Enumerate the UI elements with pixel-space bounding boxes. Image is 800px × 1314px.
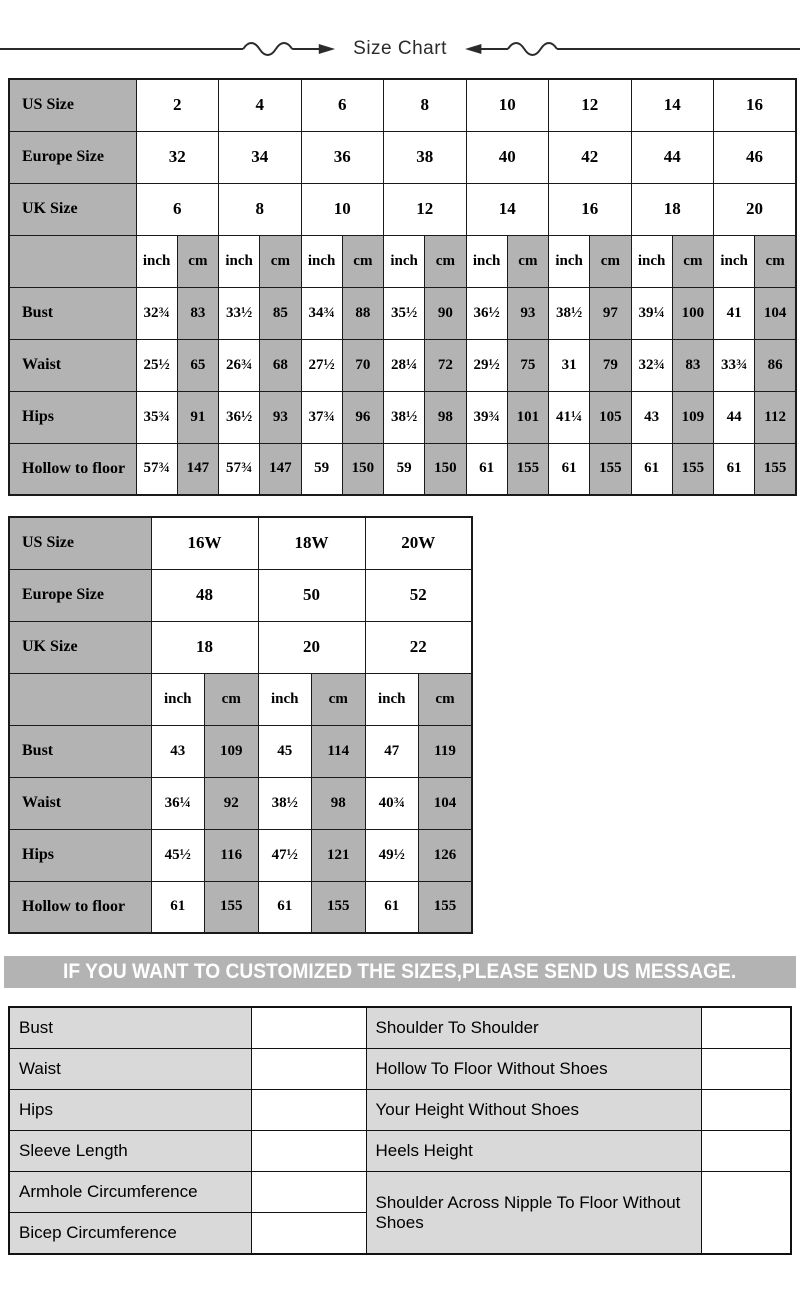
measurement-inch-cell: 32¾	[136, 287, 177, 339]
measurement-cm-cell: 88	[342, 287, 383, 339]
measurement-cm-cell: 155	[755, 443, 796, 495]
unit-header-cell: cm	[425, 235, 466, 287]
measurement-label: Shoulder Across Nipple To Floor Without Shoes	[366, 1172, 701, 1255]
unit-header-cell: inch	[151, 673, 205, 725]
measurement-inch-cell: 34¾	[301, 287, 342, 339]
size-chart-header	[0, 38, 800, 60]
plus-size-table	[8, 516, 473, 934]
measurement-cm-cell: 147	[177, 443, 218, 495]
measurement-inch-cell: 33¾	[714, 339, 755, 391]
measurement-blank-cell	[251, 1131, 366, 1172]
measurement-cm-cell: 83	[177, 287, 218, 339]
measurement-cm-cell: 98	[312, 777, 366, 829]
measurement-cm-cell: 97	[590, 287, 631, 339]
measurement-inch-cell: 38½	[384, 391, 425, 443]
measurement-cm-cell: 155	[590, 443, 631, 495]
unit-header-cell: inch	[714, 235, 755, 287]
unit-header-cell: cm	[419, 673, 473, 725]
measurement-inch-cell: 39¾	[466, 391, 507, 443]
measurement-inch-cell: 38½	[258, 777, 312, 829]
measurement-blank-cell	[251, 1213, 366, 1255]
measurement-label: Hollow To Floor Without Shoes	[366, 1049, 701, 1090]
measurement-inch-cell: 25½	[136, 339, 177, 391]
row-header-cell: Hips	[9, 829, 151, 881]
measurement-cm-cell: 114	[312, 725, 366, 777]
table-row	[9, 1049, 791, 1090]
row-header-cell: US Size	[9, 79, 136, 131]
size-value-cell: 38	[384, 131, 467, 183]
row-header-cell: US Size	[9, 517, 151, 569]
measurement-cm-cell: 100	[672, 287, 713, 339]
table-row	[9, 287, 796, 339]
row-header-cell: Waist	[9, 339, 136, 391]
measurement-label: Armhole Circumference	[9, 1172, 251, 1213]
unit-header-cell: inch	[384, 235, 425, 287]
measurement-inch-cell: 35¾	[136, 391, 177, 443]
size-value-cell: 16	[714, 79, 797, 131]
measurement-label: Hips	[9, 1090, 251, 1131]
measurement-cm-cell: 83	[672, 339, 713, 391]
table-row	[9, 235, 796, 287]
measurement-cm-cell: 86	[755, 339, 796, 391]
measurement-inch-cell: 47½	[258, 829, 312, 881]
row-header-cell: UK Size	[9, 621, 151, 673]
measurement-cm-cell: 79	[590, 339, 631, 391]
table-row	[9, 777, 472, 829]
table-row	[9, 725, 472, 777]
unit-header-cell: inch	[219, 235, 260, 287]
unit-header-cell: inch	[136, 235, 177, 287]
measurement-inch-cell: 36½	[466, 287, 507, 339]
size-value-cell: 40	[466, 131, 549, 183]
measurement-inch-cell: 28¼	[384, 339, 425, 391]
measurement-cm-cell: 104	[755, 287, 796, 339]
row-header-cell: Bust	[9, 287, 136, 339]
measurement-cm-cell: 85	[260, 287, 301, 339]
unit-header-cell: cm	[672, 235, 713, 287]
measurement-inch-cell: 47	[365, 725, 419, 777]
measurement-inch-cell: 38½	[549, 287, 590, 339]
unit-header-cell: inch	[258, 673, 312, 725]
table-row	[9, 131, 796, 183]
measurement-inch-cell: 41¼	[549, 391, 590, 443]
measurement-blank-cell	[701, 1131, 791, 1172]
row-header-cell-empty	[9, 235, 136, 287]
size-value-cell: 48	[151, 569, 258, 621]
measurement-cm-cell: 155	[205, 881, 259, 933]
row-header-cell: Hips	[9, 391, 136, 443]
measurement-cm-cell: 121	[312, 829, 366, 881]
unit-header-cell: cm	[260, 235, 301, 287]
measurement-cm-cell: 150	[342, 443, 383, 495]
row-header-cell: UK Size	[9, 183, 136, 235]
measurement-cm-cell: 155	[419, 881, 473, 933]
measurement-cm-cell: 155	[312, 881, 366, 933]
measurement-label: Sleeve Length	[9, 1131, 251, 1172]
measurement-cm-cell: 92	[205, 777, 259, 829]
size-value-cell: 18W	[258, 517, 365, 569]
measurement-inch-cell: 32¾	[631, 339, 672, 391]
measurement-inch-cell: 59	[384, 443, 425, 495]
measurement-cm-cell: 96	[342, 391, 383, 443]
unit-header-cell: cm	[590, 235, 631, 287]
size-value-cell: 34	[219, 131, 302, 183]
measurement-inch-cell: 33½	[219, 287, 260, 339]
table-row	[9, 517, 472, 569]
customization-banner-text: IF YOU WANT TO CUSTOMIZED THE SIZES,PLEASE SEND US MESSAGE.	[63, 960, 737, 983]
measurement-inch-cell: 61	[151, 881, 205, 933]
size-value-cell: 8	[219, 183, 302, 235]
size-value-cell: 18	[631, 183, 714, 235]
unit-header-cell: cm	[312, 673, 366, 725]
size-value-cell: 4	[219, 79, 302, 131]
size-value-cell: 42	[549, 131, 632, 183]
table-row	[9, 829, 472, 881]
table-row	[9, 1007, 791, 1049]
measurement-inch-cell: 61	[466, 443, 507, 495]
size-value-cell: 20	[714, 183, 797, 235]
custom-measurements-table	[8, 1006, 792, 1255]
measurement-cm-cell: 104	[419, 777, 473, 829]
measurement-inch-cell: 36¼	[151, 777, 205, 829]
unit-header-cell: inch	[466, 235, 507, 287]
measurement-inch-cell: 35½	[384, 287, 425, 339]
measurement-inch-cell: 43	[631, 391, 672, 443]
size-value-cell: 6	[136, 183, 219, 235]
unit-header-cell: cm	[342, 235, 383, 287]
size-value-cell: 44	[631, 131, 714, 183]
measurement-cm-cell: 150	[425, 443, 466, 495]
measurement-inch-cell: 27½	[301, 339, 342, 391]
size-value-cell: 16	[549, 183, 632, 235]
unit-header-cell: inch	[365, 673, 419, 725]
size-value-cell: 8	[384, 79, 467, 131]
table-row	[9, 673, 472, 725]
row-header-cell: Hollow to floor	[9, 881, 151, 933]
table-row	[9, 1131, 791, 1172]
measurement-cm-cell: 105	[590, 391, 631, 443]
table-row	[9, 443, 796, 495]
measurement-inch-cell: 61	[549, 443, 590, 495]
table-row	[9, 1172, 791, 1213]
measurement-blank-cell	[701, 1007, 791, 1049]
unit-header-cell: inch	[549, 235, 590, 287]
measurement-inch-cell: 61	[258, 881, 312, 933]
measurement-cm-cell: 101	[507, 391, 548, 443]
measurement-cm-cell: 65	[177, 339, 218, 391]
row-header-cell: Europe Size	[9, 131, 136, 183]
measurement-blank-cell	[701, 1090, 791, 1131]
row-header-cell: Hollow to floor	[9, 443, 136, 495]
measurement-inch-cell: 61	[631, 443, 672, 495]
measurement-label: Shoulder To Shoulder	[366, 1007, 701, 1049]
measurement-inch-cell: 44	[714, 391, 755, 443]
measurement-inch-cell: 61	[365, 881, 419, 933]
table-row	[9, 79, 796, 131]
measurement-label: Bust	[9, 1007, 251, 1049]
table-row	[9, 569, 472, 621]
measurement-inch-cell: 45½	[151, 829, 205, 881]
size-value-cell: 12	[549, 79, 632, 131]
size-value-cell: 20	[258, 621, 365, 673]
size-value-cell: 32	[136, 131, 219, 183]
measurement-inch-cell: 45	[258, 725, 312, 777]
unit-header-cell: cm	[507, 235, 548, 287]
measurement-blank-cell	[251, 1049, 366, 1090]
measurement-cm-cell: 147	[260, 443, 301, 495]
measurement-cm-cell: 98	[425, 391, 466, 443]
measurement-cm-cell: 68	[260, 339, 301, 391]
unit-header-cell: inch	[301, 235, 342, 287]
unit-header-cell: inch	[631, 235, 672, 287]
measurement-inch-cell: 41	[714, 287, 755, 339]
wavy-arrow-left-icon	[463, 40, 800, 58]
measurement-inch-cell: 61	[714, 443, 755, 495]
measurement-cm-cell: 112	[755, 391, 796, 443]
measurement-inch-cell: 57¾	[136, 443, 177, 495]
customization-banner	[4, 956, 796, 988]
measurement-inch-cell: 39¼	[631, 287, 672, 339]
measurement-cm-cell: 155	[507, 443, 548, 495]
measurement-cm-cell: 90	[425, 287, 466, 339]
size-value-cell: 46	[714, 131, 797, 183]
unit-header-cell: cm	[177, 235, 218, 287]
table-row	[9, 339, 796, 391]
standard-size-table	[8, 78, 797, 496]
measurement-cm-cell: 91	[177, 391, 218, 443]
measurement-inch-cell: 40¾	[365, 777, 419, 829]
row-header-cell: Waist	[9, 777, 151, 829]
unit-header-cell: cm	[205, 673, 259, 725]
table-row	[9, 621, 472, 673]
size-value-cell: 36	[301, 131, 384, 183]
measurement-inch-cell: 49½	[365, 829, 419, 881]
table-row	[9, 183, 796, 235]
size-value-cell: 22	[365, 621, 472, 673]
measurement-cm-cell: 126	[419, 829, 473, 881]
size-value-cell: 10	[301, 183, 384, 235]
measurement-inch-cell: 36½	[219, 391, 260, 443]
size-value-cell: 20W	[365, 517, 472, 569]
measurement-inch-cell: 59	[301, 443, 342, 495]
page-title: Size Chart	[353, 38, 447, 59]
size-value-cell: 16W	[151, 517, 258, 569]
unit-header-cell: cm	[755, 235, 796, 287]
row-header-cell: Bust	[9, 725, 151, 777]
measurement-cm-cell: 109	[205, 725, 259, 777]
size-value-cell: 50	[258, 569, 365, 621]
size-value-cell: 14	[466, 183, 549, 235]
measurement-cm-cell: 155	[672, 443, 713, 495]
measurement-blank-cell	[251, 1090, 366, 1131]
size-value-cell: 52	[365, 569, 472, 621]
measurement-cm-cell: 93	[260, 391, 301, 443]
measurement-cm-cell: 119	[419, 725, 473, 777]
size-value-cell: 2	[136, 79, 219, 131]
size-value-cell: 14	[631, 79, 714, 131]
measurement-cm-cell: 75	[507, 339, 548, 391]
measurement-label: Your Height Without Shoes	[366, 1090, 701, 1131]
size-value-cell: 10	[466, 79, 549, 131]
measurement-label: Waist	[9, 1049, 251, 1090]
measurement-inch-cell: 57¾	[219, 443, 260, 495]
measurement-cm-cell: 72	[425, 339, 466, 391]
table-row	[9, 881, 472, 933]
measurement-inch-cell: 37¾	[301, 391, 342, 443]
measurement-inch-cell: 43	[151, 725, 205, 777]
measurement-label: Bicep Circumference	[9, 1213, 251, 1255]
size-value-cell: 18	[151, 621, 258, 673]
measurement-blank-cell	[701, 1172, 791, 1255]
size-value-cell: 12	[384, 183, 467, 235]
measurement-blank-cell	[251, 1172, 366, 1213]
size-value-cell: 6	[301, 79, 384, 131]
measurement-label: Heels Height	[366, 1131, 701, 1172]
measurement-inch-cell: 29½	[466, 339, 507, 391]
row-header-cell: Europe Size	[9, 569, 151, 621]
measurement-cm-cell: 70	[342, 339, 383, 391]
measurement-cm-cell: 93	[507, 287, 548, 339]
measurement-blank-cell	[701, 1049, 791, 1090]
measurement-inch-cell: 26¾	[219, 339, 260, 391]
measurement-cm-cell: 116	[205, 829, 259, 881]
measurement-inch-cell: 31	[549, 339, 590, 391]
table-row	[9, 1090, 791, 1131]
wavy-arrow-right-icon	[0, 40, 337, 58]
measurement-cm-cell: 109	[672, 391, 713, 443]
row-header-cell-empty	[9, 673, 151, 725]
measurement-blank-cell	[251, 1007, 366, 1049]
table-row	[9, 391, 796, 443]
